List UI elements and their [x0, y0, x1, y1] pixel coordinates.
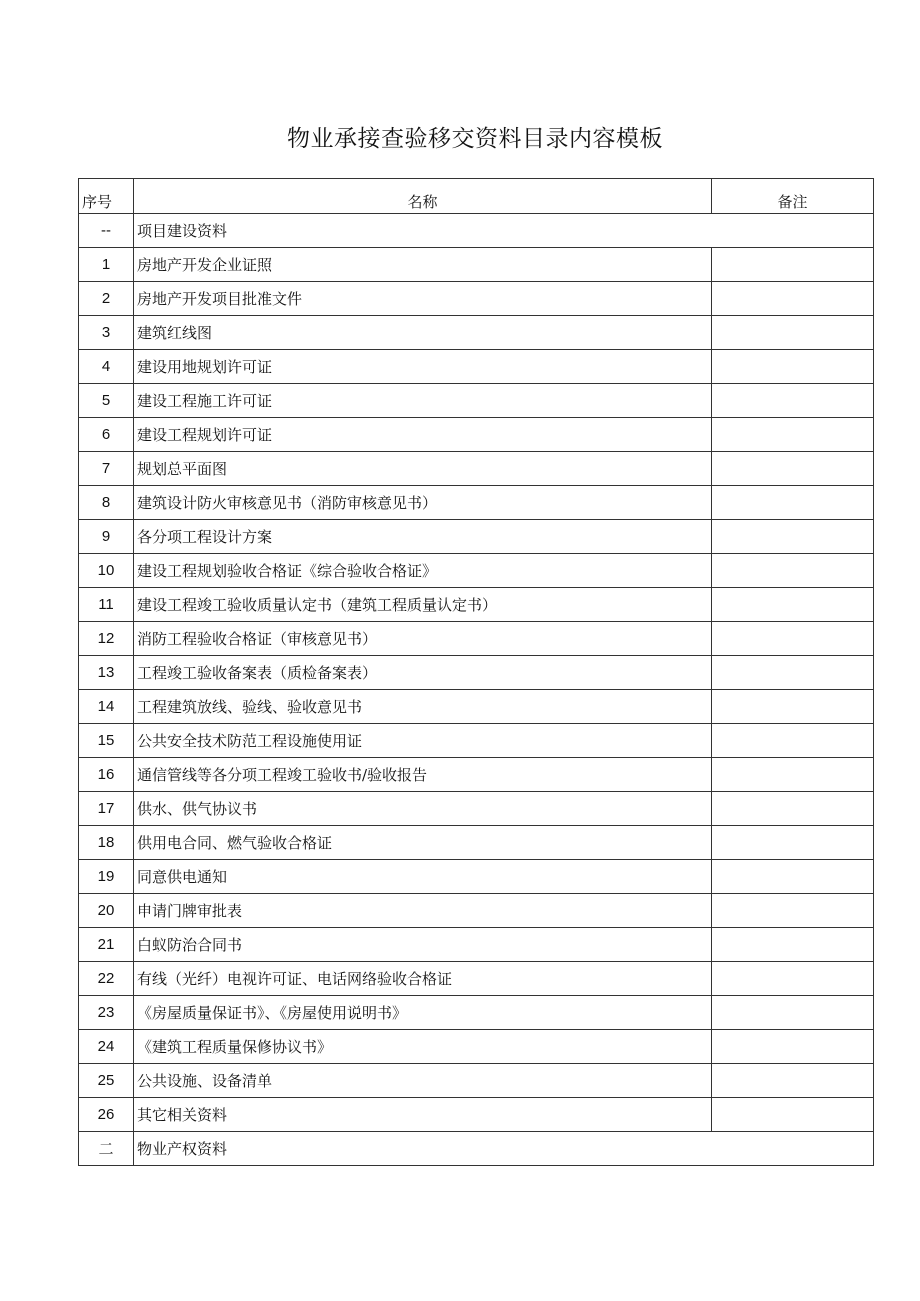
row-number: 11	[79, 588, 134, 622]
document-title: 物业承接查验移交资料目录内容模板	[287, 126, 663, 152]
table-row	[79, 962, 874, 996]
table-row	[79, 758, 874, 792]
row-name: 房地产开发项目批准文件	[134, 282, 712, 316]
row-number: 23	[79, 996, 134, 1030]
row-number: 17	[79, 792, 134, 826]
row-note	[712, 554, 874, 588]
row-note	[712, 758, 874, 792]
row-name: 公共设施、设备清单	[134, 1064, 712, 1098]
row-number: 20	[79, 894, 134, 928]
row-number: 15	[79, 724, 134, 758]
header-remarks: 备注	[712, 179, 874, 214]
row-note	[712, 962, 874, 996]
header-serial-number: 序号	[79, 179, 134, 214]
row-number: 19	[79, 860, 134, 894]
table-row	[79, 894, 874, 928]
row-number: 10	[79, 554, 134, 588]
table-row	[79, 724, 874, 758]
section-title: 项目建设资料	[134, 214, 874, 248]
table-row	[79, 792, 874, 826]
row-name: 建设工程规划许可证	[134, 418, 712, 452]
section-row-property-rights	[79, 1132, 874, 1166]
row-number: 8	[79, 486, 134, 520]
row-note	[712, 894, 874, 928]
row-note	[712, 792, 874, 826]
table-row	[79, 554, 874, 588]
row-name: 建筑红线图	[134, 316, 712, 350]
row-note	[712, 826, 874, 860]
row-number: 7	[79, 452, 134, 486]
row-number: 16	[79, 758, 134, 792]
table-row	[79, 520, 874, 554]
row-number: 3	[79, 316, 134, 350]
row-name: 建设用地规划许可证	[134, 350, 712, 384]
row-number: 4	[79, 350, 134, 384]
row-note	[712, 316, 874, 350]
row-number: 12	[79, 622, 134, 656]
row-name: 工程建筑放线、验线、验收意见书	[134, 690, 712, 724]
row-note	[712, 282, 874, 316]
row-name: 规划总平面图	[134, 452, 712, 486]
row-note	[712, 520, 874, 554]
section-number: --	[79, 214, 134, 248]
row-note	[712, 486, 874, 520]
row-note	[712, 622, 874, 656]
row-name: 建筑设计防火审核意见书（消防审核意见书）	[134, 486, 712, 520]
row-name: 申请门牌审批表	[134, 894, 712, 928]
row-name: 各分项工程设计方案	[134, 520, 712, 554]
row-name: 建设工程竣工验收质量认定书（建筑工程质量认定书）	[134, 588, 712, 622]
row-name: 供用电合同、燃气验收合格证	[134, 826, 712, 860]
header-name: 名称	[134, 179, 712, 214]
table-row	[79, 418, 874, 452]
row-note	[712, 1098, 874, 1132]
table-row	[79, 996, 874, 1030]
section-title: 物业产权资料	[134, 1132, 874, 1166]
row-note	[712, 588, 874, 622]
table-row	[79, 690, 874, 724]
row-name: 房地产开发企业证照	[134, 248, 712, 282]
table-row	[79, 1030, 874, 1064]
row-number: 21	[79, 928, 134, 962]
row-note	[712, 1030, 874, 1064]
row-note	[712, 724, 874, 758]
row-name: 同意供电通知	[134, 860, 712, 894]
table-row	[79, 452, 874, 486]
table-row	[79, 282, 874, 316]
row-name: 消防工程验收合格证（审核意见书）	[134, 622, 712, 656]
section-number: 二	[79, 1132, 134, 1166]
row-name: 供水、供气协议书	[134, 792, 712, 826]
table-row	[79, 622, 874, 656]
row-name: 《房屋质量保证书》、《房屋使用说明书》	[134, 996, 712, 1030]
table-row	[79, 588, 874, 622]
table-row	[79, 384, 874, 418]
table-row	[79, 350, 874, 384]
row-number: 26	[79, 1098, 134, 1132]
document-table	[78, 178, 874, 1166]
row-number: 13	[79, 656, 134, 690]
table-row	[79, 826, 874, 860]
row-name: 公共安全技术防范工程设施使用证	[134, 724, 712, 758]
row-note	[712, 860, 874, 894]
row-note	[712, 384, 874, 418]
row-note	[712, 656, 874, 690]
row-number: 5	[79, 384, 134, 418]
row-name: 建设工程施工许可证	[134, 384, 712, 418]
section-row-project-construction	[79, 214, 874, 248]
row-note	[712, 996, 874, 1030]
row-note	[712, 690, 874, 724]
row-number: 2	[79, 282, 134, 316]
row-name: 有线（光纤）电视许可证、电话网络验收合格证	[134, 962, 712, 996]
row-note	[712, 248, 874, 282]
row-name: 通信管线等各分项工程竣工验收书/验收报告	[134, 758, 712, 792]
row-number: 9	[79, 520, 134, 554]
row-number: 18	[79, 826, 134, 860]
row-name: 工程竣工验收备案表（质检备案表）	[134, 656, 712, 690]
row-number: 6	[79, 418, 134, 452]
row-name: 其它相关资料	[134, 1098, 712, 1132]
row-note	[712, 452, 874, 486]
table-row	[79, 1098, 874, 1132]
table-header-row	[79, 179, 874, 214]
row-note	[712, 928, 874, 962]
row-name: 白蚁防治合同书	[134, 928, 712, 962]
row-note	[712, 418, 874, 452]
row-name: 《建筑工程质量保修协议书》	[134, 1030, 712, 1064]
row-note	[712, 1064, 874, 1098]
table-row	[79, 248, 874, 282]
row-number: 1	[79, 248, 134, 282]
row-number: 22	[79, 962, 134, 996]
table-row	[79, 1064, 874, 1098]
table-row	[79, 656, 874, 690]
table-row	[79, 316, 874, 350]
table-row	[79, 928, 874, 962]
table-row	[79, 486, 874, 520]
row-number: 25	[79, 1064, 134, 1098]
row-number: 14	[79, 690, 134, 724]
row-note	[712, 350, 874, 384]
table-row	[79, 860, 874, 894]
row-name: 建设工程规划验收合格证《综合验收合格证》	[134, 554, 712, 588]
row-number: 24	[79, 1030, 134, 1064]
